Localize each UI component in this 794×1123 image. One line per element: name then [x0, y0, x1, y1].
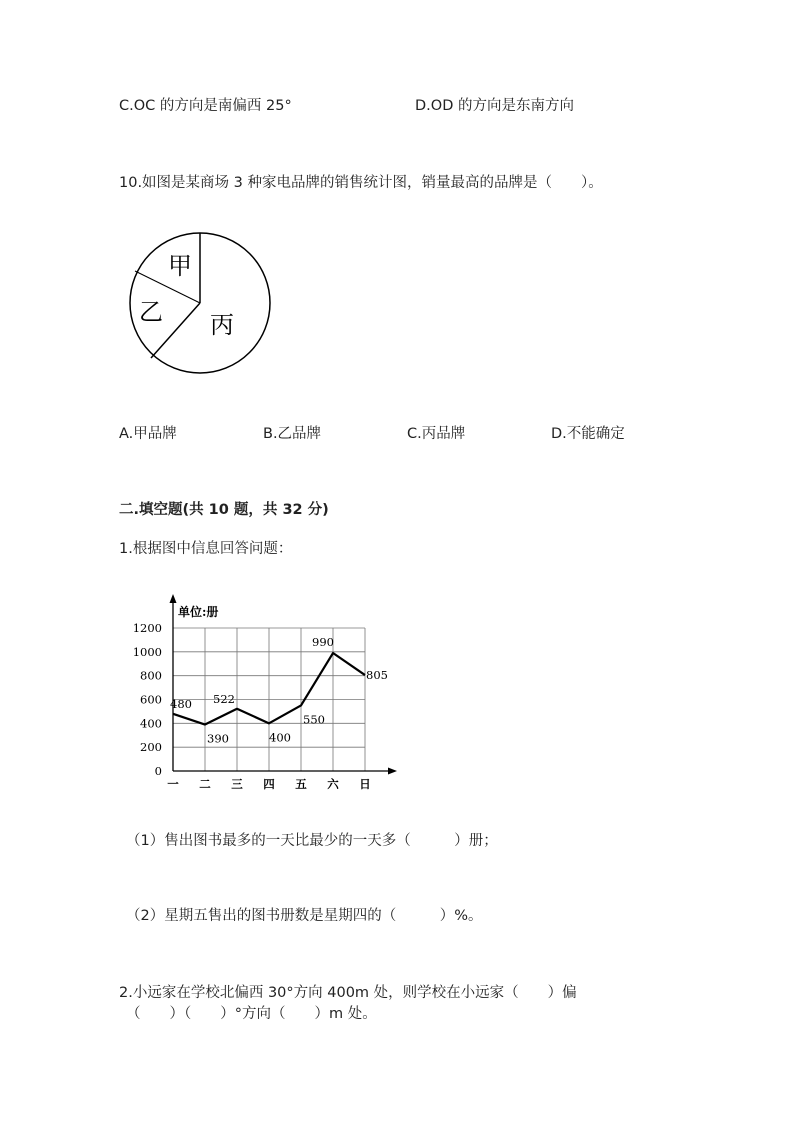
- x-tick-label: 五: [295, 777, 307, 791]
- x-tick-label: 日: [359, 777, 371, 791]
- fill1-sub2: （2）星期五售出的图书册数是星期四的（ ）%。: [126, 908, 483, 924]
- y-tick-label: 400: [140, 716, 162, 731]
- fill2-line1: 2.小远家在学校北偏西 30°方向 400m 处，则学校在小远家（ ）偏: [119, 985, 577, 1001]
- y-tick-label: 800: [140, 668, 162, 683]
- q9-option-c: C.OC 的方向是南偏西 25°: [119, 98, 292, 114]
- fill2-line2: （ ）（ ）°方向（ ）m 处。: [126, 1006, 377, 1022]
- q10-option-d: D.不能确定: [551, 426, 625, 442]
- data-label: 805: [366, 668, 388, 683]
- pie-label-jia: 甲: [168, 252, 192, 280]
- data-label: 550: [303, 712, 325, 727]
- q10-stem: 10.如图是某商场 3 种家电品牌的销售统计图，销量最高的品牌是（ ）。: [119, 175, 603, 191]
- y-tick-label: 600: [140, 692, 162, 707]
- data-label: 990: [312, 635, 334, 650]
- x-tick-label: 二: [199, 777, 211, 791]
- y-tick-label: 1000: [132, 644, 162, 659]
- x-tick-label: 三: [231, 777, 243, 791]
- data-label: 480: [170, 696, 192, 711]
- x-axis-arrow: [388, 768, 397, 775]
- data-label: 390: [207, 731, 229, 746]
- y-tick-label: 200: [140, 740, 162, 755]
- y-tick-label: 1200: [132, 621, 162, 635]
- q10-option-c: C.丙品牌: [407, 426, 466, 442]
- data-label: 400: [269, 730, 291, 745]
- q10-option-a: A.甲品牌: [119, 426, 177, 442]
- x-tick-label: 四: [263, 777, 275, 791]
- data-label: 522: [213, 691, 235, 706]
- fill1-sub1: （1）售出图书最多的一天比最少的一天多（ ）册；: [126, 833, 498, 849]
- y-tick-label: 0: [154, 764, 162, 778]
- q9-option-d: D.OD 的方向是东南方向: [415, 98, 574, 114]
- pie-label-yi: 乙: [139, 298, 163, 326]
- section-heading: 二.填空题(共 10 题，共 32 分): [119, 502, 329, 518]
- x-tick-label: 六: [327, 777, 339, 791]
- x-tick-label: 一: [167, 777, 179, 791]
- fill1-stem: 1.根据图中信息回答问题：: [119, 541, 293, 557]
- unit-label: 单位:册: [178, 605, 219, 619]
- y-axis-arrow: [170, 594, 177, 603]
- pie-label-bing: 丙: [210, 311, 234, 339]
- q10-option-b: B.乙品牌: [263, 426, 322, 442]
